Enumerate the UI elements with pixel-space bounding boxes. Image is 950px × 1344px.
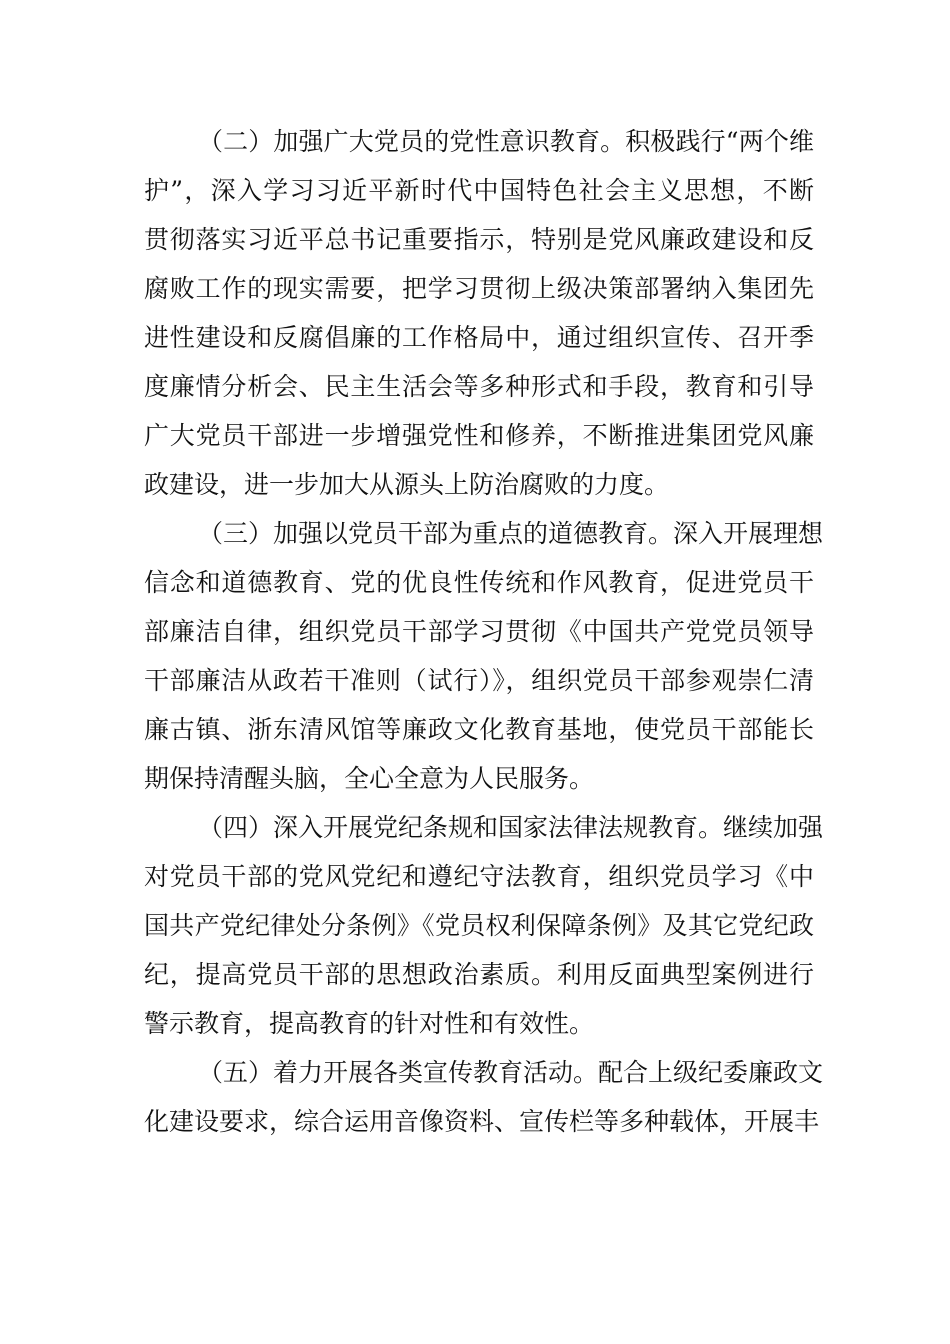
- text-line: 干部廉洁从政若干准则（试行）》，组织党员干部参观崇仁清: [144, 666, 814, 695]
- text-line: 期保持清醒头脑，全心全意为人民服务。: [144, 764, 595, 793]
- text-line: （二）加强广大党员的党性意识教育。积极践行“两个维: [198, 127, 814, 156]
- text-line: （五）着力开展各类宣传教育活动。配合上级纪委廉政文: [198, 1058, 824, 1087]
- text-line: 廉古镇、浙东清风馆等廉政文化教育基地，使党员干部能长: [144, 715, 814, 744]
- text-line: （四）深入开展党纪条规和国家法律法规教育。继续加强: [198, 813, 824, 842]
- text-line: 进性建设和反腐倡廉的工作格局中，通过组织宣传、召开季: [144, 323, 814, 352]
- paragraph-3: [144, 509, 824, 803]
- text-line: 部廉洁自律，组织党员干部学习贯彻《中国共产党党员领导: [144, 617, 814, 646]
- text-line: 腐败工作的现实需要，把学习贯彻上级决策部署纳入集团先: [144, 274, 814, 303]
- text-line: 国共产党纪律处分条例》《党员权利保障条例》及其它党纪政: [144, 911, 814, 940]
- text-line: 纪，提高党员干部的思想政治素质。利用反面典型案例进行: [144, 960, 814, 989]
- text-line: 政建设，进一步加大从源头上防治腐败的力度。: [144, 470, 670, 499]
- paragraph-5: [144, 1048, 824, 1146]
- paragraph-2: [144, 117, 814, 509]
- text-line: 度廉情分析会、民主生活会等多种形式和手段，教育和引导: [144, 372, 814, 401]
- text-line: 贯彻落实习近平总书记重要指示，特别是党风廉政建设和反: [144, 225, 814, 254]
- text-line: 对党员干部的党风党纪和遵纪守法教育，组织党员学习《中: [144, 862, 814, 891]
- document-body: [144, 117, 824, 1146]
- text-line: 化建设要求，综合运用音像资料、宣传栏等多种载体，开展丰: [144, 1107, 820, 1136]
- text-line: 信念和道德教育、党的优良性传统和作风教育，促进党员干: [144, 568, 814, 597]
- text-line: 广大党员干部进一步增强党性和修养，不断推进集团党风廉: [144, 421, 814, 450]
- text-line: 警示教育，提高教育的针对性和有效性。: [144, 1009, 595, 1038]
- text-line: 护”，深入学习习近平新时代中国特色社会主义思想，不断: [144, 176, 814, 205]
- paragraph-4: [144, 803, 824, 1048]
- text-line: （三）加强以党员干部为重点的道德教育。深入开展理想: [198, 519, 824, 548]
